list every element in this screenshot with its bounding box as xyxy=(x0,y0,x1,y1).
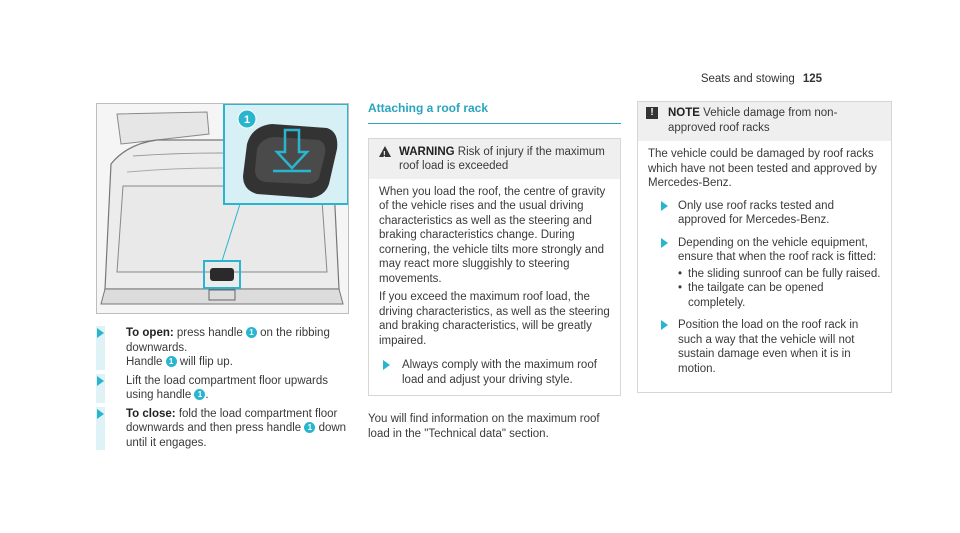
warning-label: WARNING xyxy=(399,145,455,158)
note-header xyxy=(638,102,891,141)
note-title: Vehicle damage from non-approved roof racks xyxy=(668,107,838,134)
step-text: will flip up. xyxy=(176,356,233,368)
step-text: on the ribbing downwards. xyxy=(126,327,330,354)
step-text: Only use roof racks tested and approved for Mercedes-Benz. xyxy=(678,199,834,226)
step-text: Lift the load compartment floor upwards using handle xyxy=(126,374,328,401)
page-number: 125 xyxy=(802,73,822,85)
callout-badge: 1 xyxy=(166,356,177,367)
step-label: To open: xyxy=(126,327,174,339)
exclamation-icon: ! xyxy=(646,107,658,119)
warning-paragraph: If you exceed the maximum roof load, the driving characteristics, as well as the steering and braking characteristics, will be greatly impaired. xyxy=(379,291,610,347)
callout-badge: 1 xyxy=(246,327,257,338)
trunk-floor-drawing xyxy=(97,104,348,313)
figure-callout: 1 xyxy=(243,114,251,126)
bullet-list xyxy=(678,267,881,311)
warning-step xyxy=(379,358,610,387)
note-step xyxy=(648,199,881,228)
step-text: Depending on the vehicle equipment, ensure that when the roof rack is fitted: xyxy=(678,236,877,263)
bullet-item: • the sliding sunroof can be fully raised. xyxy=(678,267,881,282)
bullet-item: • the tailgate can be opened completely. xyxy=(678,281,881,310)
note-intro: The vehicle could be damaged by roof racks which have not been tested and approved by Mercedes-Benz. xyxy=(648,148,877,189)
step-arrow-icon xyxy=(661,238,668,248)
note-body xyxy=(638,141,891,392)
load-floor-steps xyxy=(96,326,348,454)
step-open xyxy=(96,326,348,370)
step-arrow-icon xyxy=(383,360,390,370)
step-arrow-icon xyxy=(661,201,668,211)
note-label: NOTE xyxy=(668,107,700,119)
step-lift xyxy=(96,374,348,403)
step-text: Position the load on the roof rack in such a way that the vehicle will not sustain damage even when it is in motion. xyxy=(678,319,859,375)
step-close xyxy=(96,407,348,451)
step-text: . xyxy=(205,389,209,401)
roof-rack-section xyxy=(368,101,621,441)
running-header xyxy=(701,72,822,87)
section-heading: Attaching a roof rack xyxy=(368,101,621,124)
step-arrow-icon xyxy=(97,376,104,386)
warning-box xyxy=(368,138,621,397)
step-arrow-icon xyxy=(97,328,104,338)
step-arrow-icon xyxy=(97,409,104,419)
warning-header xyxy=(369,139,620,179)
section-title: Seats and stowing xyxy=(700,73,795,85)
callout-badge: 1 xyxy=(304,422,315,433)
step-text: down until it engages. xyxy=(126,422,347,449)
note-step xyxy=(648,318,881,376)
note-step xyxy=(648,236,881,311)
step-text: Handle xyxy=(126,356,166,368)
step-arrow-icon xyxy=(661,320,668,330)
step-text: fold the load compartment floor downwards and then press handle xyxy=(126,407,338,434)
warning-title: Risk of injury if the maximum roof load is exceeded xyxy=(399,145,605,172)
step-label: To close: xyxy=(126,407,176,420)
warning-body xyxy=(369,179,620,396)
load-compartment-illustration xyxy=(96,103,349,314)
warning-triangle-icon: ! xyxy=(379,146,391,157)
note-box xyxy=(637,101,892,393)
info-text: You will find information on the maximum roof load in the "Technical data" section. xyxy=(368,413,600,440)
step-text: Always comply with the maximum roof load and adjust your driving style. xyxy=(402,359,597,386)
warning-paragraph: When you load the roof, the centre of gravity of the vehicle rises and the usual driving characteristics as well as the steering and braking characteristics change. During cornering, the vehicle tilts more strongly and may react more sluggishly to steering movements. xyxy=(379,185,606,285)
callout-badge: 1 xyxy=(194,389,205,400)
step-text: press handle xyxy=(173,327,246,339)
